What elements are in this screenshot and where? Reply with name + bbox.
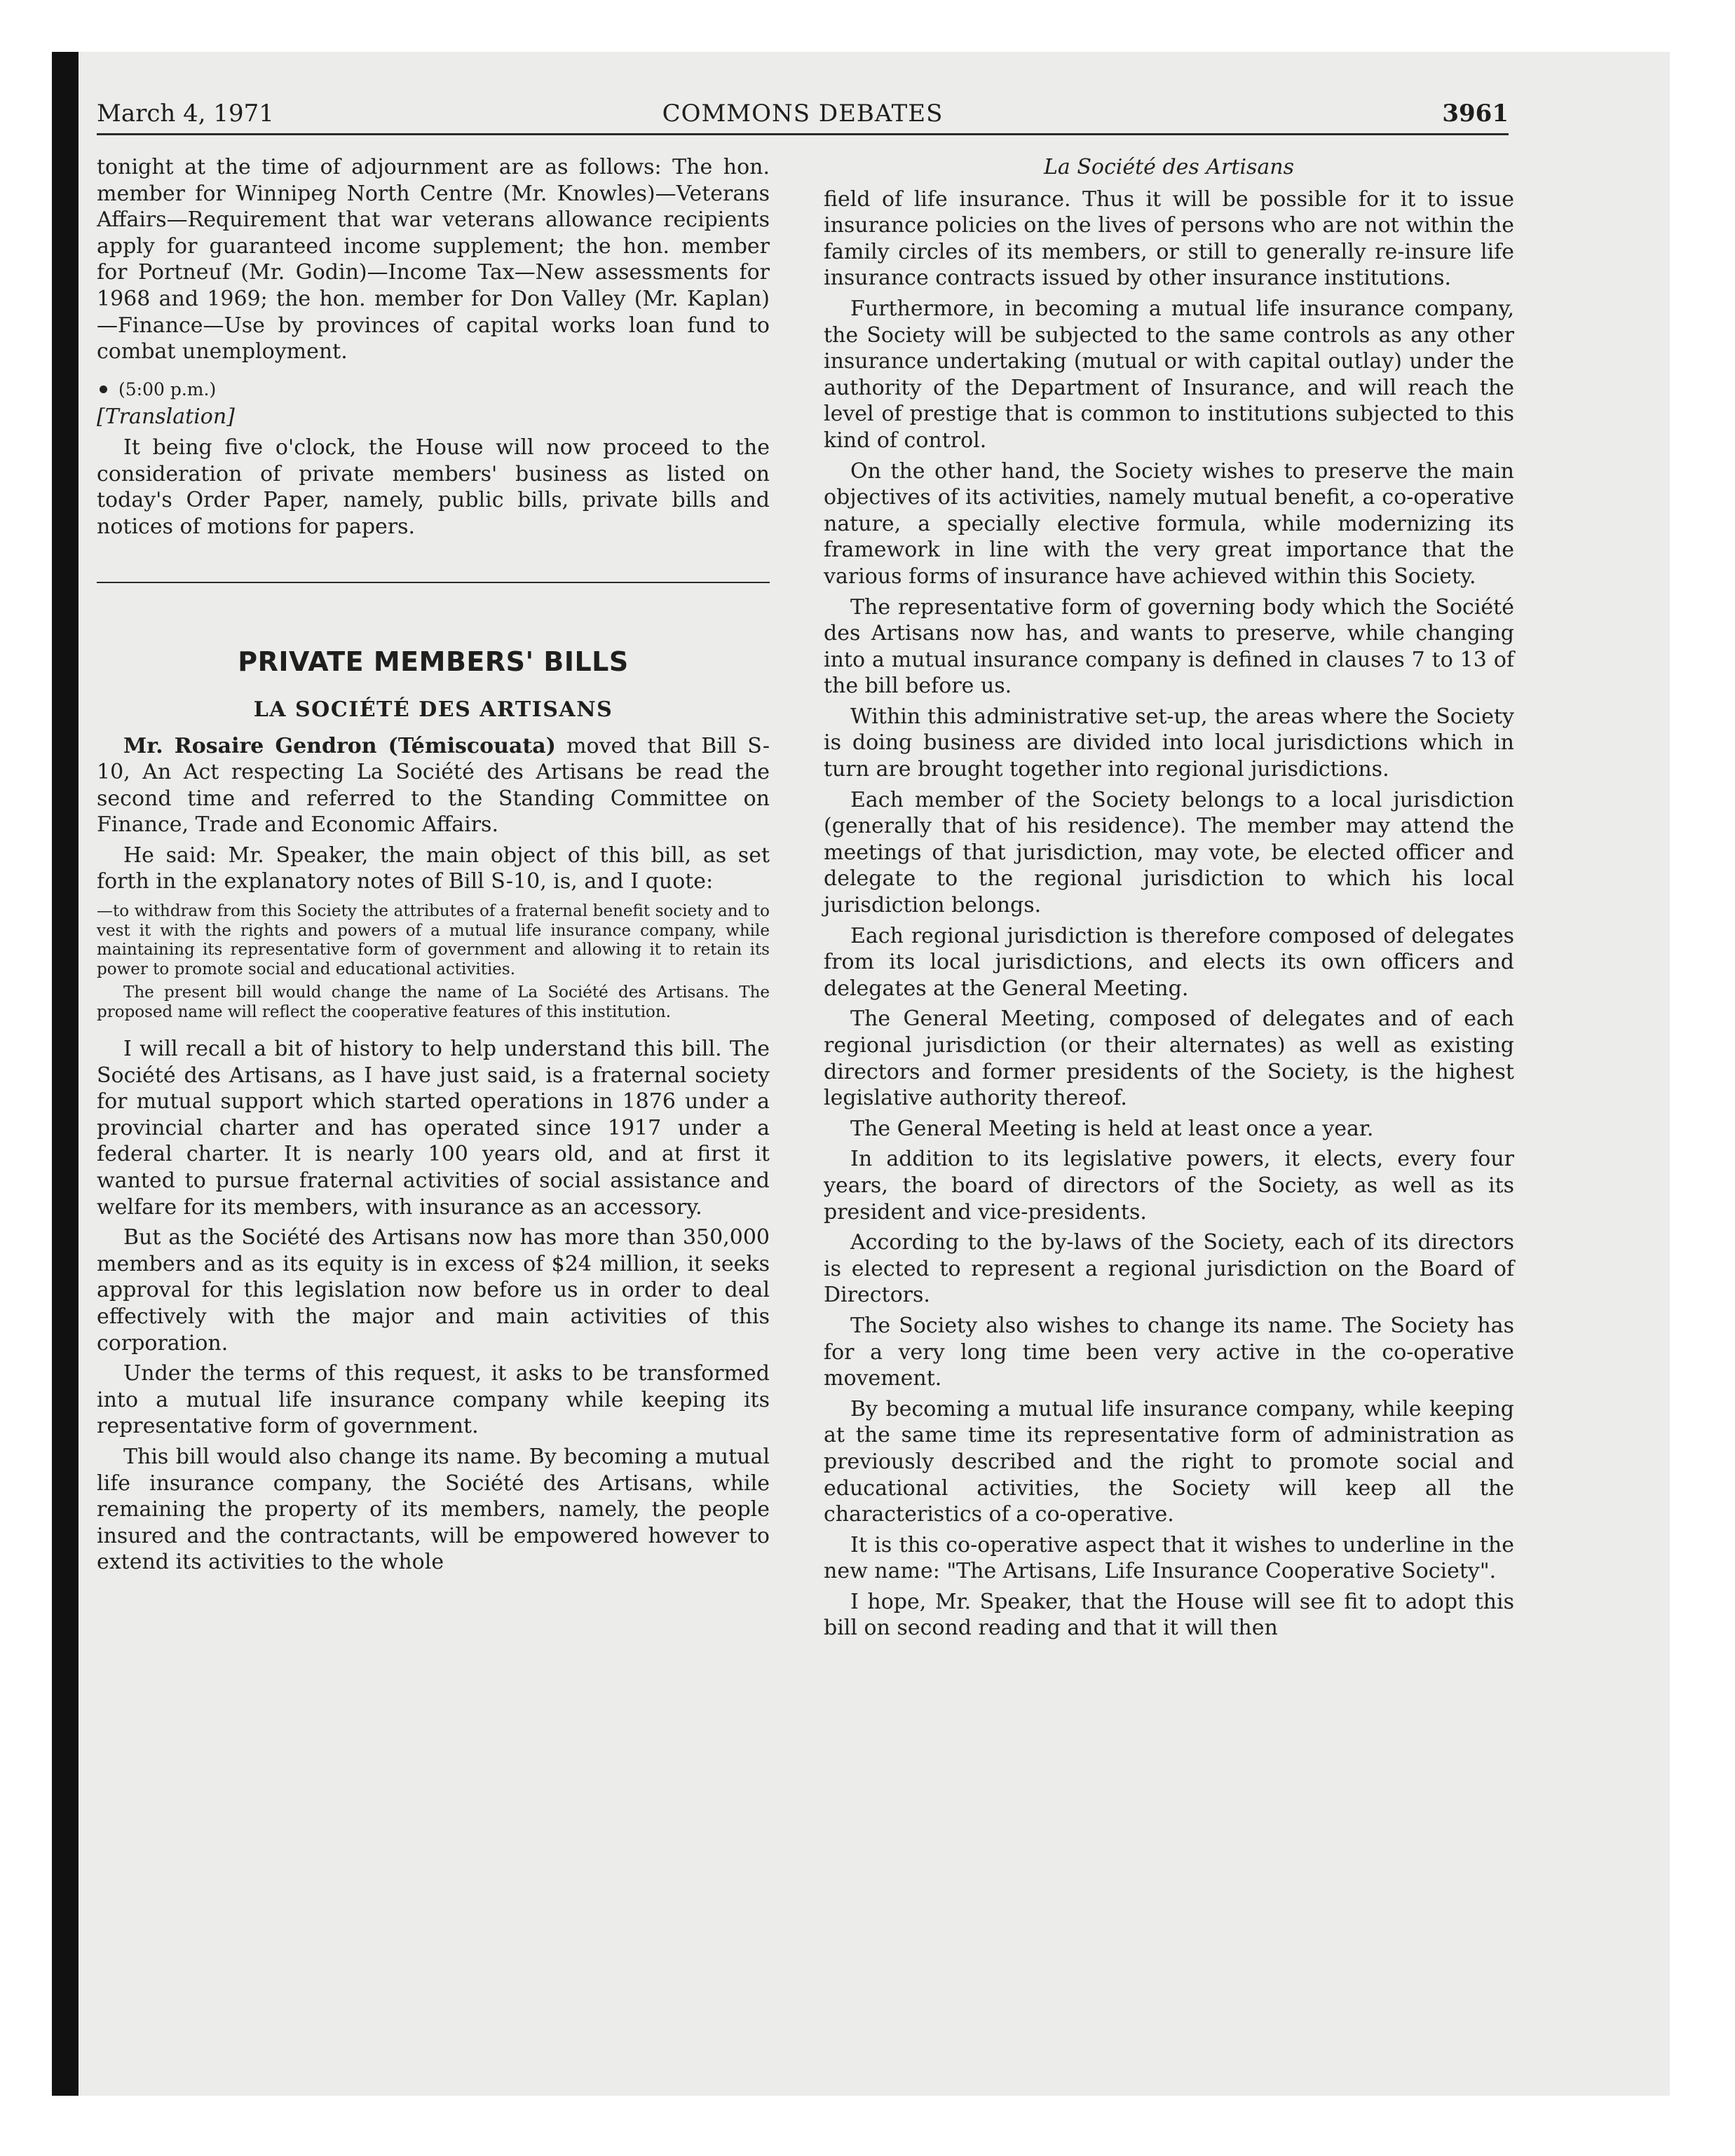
quote-paragraph: —to withdraw from this Society the attributes of a fraternal benefit society and to vest it with the rights and powers of a mutual life insurance company, while maintaining its representative form of government and allowing it to retain its power to promote social and educational activities.: [97, 902, 770, 978]
paragraph: I hope, Mr. Speaker, that the House will see fit to adopt this bill on second reading and that it will then: [824, 1589, 1514, 1641]
section-divider: [97, 582, 770, 583]
paragraph: Each regional jurisdiction is therefore composed of delegates from its local jurisdictions, and elects its own officers and delegates at the General Meeting.: [824, 923, 1514, 1001]
paragraph: I will recall a bit of history to help understand this bill. The Société des Artisans, as I have just said, is a fraternal society for mutual support which started operations in 1876 under a provincial charter and has operated since 1917 under a federal charter. It is nearly 100 years old, and at first it wanted to pursue fraternal activities of social assistance and welfare for its members, with insurance as an accessory.: [97, 1037, 770, 1220]
right-column: [824, 154, 1514, 1646]
scan-edge-shadow: [52, 52, 79, 2096]
paragraph: [97, 733, 770, 838]
paragraph: tonight at the time of adjournment are as follows: The hon. member for Winnipeg North Centre (Mr. Knowles)—Veterans Affairs—Requirement that war veterans allowance recipients apply for guaranteed income supplement; the hon. member for Portneuf (Mr. Godin)—Income Tax—New assessments for 1968 and 1969; the hon. member for Don Valley (Mr. Kaplan)—Finance—Use by provinces of capital works loan fund to combat unemployment.: [97, 155, 770, 364]
paragraph: field of life insurance. Thus it will be possible for it to issue insurance policies on the lives of persons who are not within the family circles of its members, or still to generally re-insure life insurance contracts issued by other insurance institutions.: [824, 186, 1514, 291]
speaker-name: Mr. Rosaire Gendron (Témiscouata): [123, 733, 556, 758]
paragraph: According to the by-laws of the Society, each of its directors is elected to represent a regional jurisdiction on the Board of Directors.: [824, 1230, 1514, 1308]
translation-marker: [Translation]: [97, 404, 235, 430]
paragraph: Furthermore, in becoming a mutual life insurance company, the Society will be subjected to the same controls as any other insurance undertaking (mutual or with capital outlay) under the authority of the Department of Insurance, and will reach the level of prestige that is common to institutions subjected to this kind of control.: [824, 296, 1514, 453]
paragraph: It is this co-operative aspect that it wishes to underline in the new name: "The Artisans, Life Insurance Cooperative Society".: [824, 1532, 1514, 1584]
time-stamp: [97, 376, 770, 403]
header-publication: COMMONS DEBATES: [662, 100, 944, 128]
subsection-title: LA SOCIÉTÉ DES ARTISANS: [253, 697, 613, 722]
time-text: (5:00 p.m.): [118, 378, 217, 400]
paragraph: It being five o'clock, the House will now proceed to the consideration of private members' business as listed on today's Order Paper, namely, public bills, private bills and notices of motions for papers.: [97, 435, 770, 539]
paragraph: The General Meeting, composed of delegates and of each regional jurisdiction (or their alternates) as well as existing directors and former presidents of the Society, is the highest legislative authority thereof.: [824, 1007, 1514, 1111]
paragraph: In addition to its legislative powers, it elects, every four years, the board of directors of the Society, as well as its president and vice-presidents.: [824, 1147, 1514, 1224]
paragraph: This bill would also change its name. By becoming a mutual life insurance company, the Société des Artisans, while remaining the property of its members, namely, the people insured and the contractants, will be empowered however to extend its activities to the whole: [97, 1444, 770, 1575]
paragraph: The representative form of governing body which the Société des Artisans now has, and wants to preserve, while changing into a mutual insurance company is defined in clauses 7 to 13 of the bill before us.: [824, 594, 1514, 699]
paragraph-text: moved that Bill S-10, An Act respecting La Société des Artisans be read the second time and referred to the Standing Committee on Finance, Trade and Economic Affairs.: [97, 733, 770, 838]
paragraph: The General Meeting is held at least once a year.: [850, 1116, 1374, 1141]
block-quote: [97, 902, 770, 1022]
page-header: [97, 97, 1509, 135]
quote-paragraph: The present bill would change the name of La Société des Artisans. The proposed name will reflect the cooperative features of this institution.: [97, 983, 770, 1021]
section-title: PRIVATE MEMBERS' BILLS: [238, 646, 629, 678]
paragraph: By becoming a mutual life insurance company, while keeping at the same time its representative form of administration as previously described and the right to promote social and educational activities, the Society will keep all the characteristics of a co-operative.: [824, 1396, 1514, 1527]
running-head: La Société des Artisans: [1044, 155, 1294, 179]
paragraph: He said: Mr. Speaker, the main object of this bill, as set forth in the explanatory notes of Bill S-10, is, and I quote:: [97, 842, 770, 894]
left-column: [97, 154, 770, 1580]
paragraph: Each member of the Society belongs to a local jurisdiction (generally that of his residence). The member may attend the meetings of that jurisdiction, may vote, be elected officer and delegate to the regional jurisdiction to which his local jurisdiction belongs.: [824, 787, 1514, 918]
paragraph: On the other hand, the Society wishes to preserve the main objectives of its activities, namely mutual benefit, a co-operative nature, a specially elective formula, while modernizing its framework in line with the very great importance that the various forms of insurance have achieved within this Society.: [824, 458, 1514, 589]
paragraph: But as the Société des Artisans now has more than 350,000 members and as its equity is in excess of $24 million, it seeks approval for this legislation now before us in order to deal effectively with the major and main activities of this corporation.: [97, 1225, 770, 1356]
paragraph: Within this administrative set-up, the areas where the Society is doing business are divided into local jurisdictions which in turn are brought together into regional jurisdictions.: [824, 704, 1514, 782]
paragraph: The Society also wishes to change its name. The Society has for a very long time been very active in the co-operative movement.: [824, 1313, 1514, 1391]
paragraph: Under the terms of this request, it asks to be transformed into a mutual life insurance company while keeping its representative form of government.: [97, 1361, 770, 1439]
header-date: March 4, 1971: [97, 100, 274, 128]
header-page-number: 3961: [1442, 100, 1509, 128]
bullet-icon: [100, 386, 107, 393]
